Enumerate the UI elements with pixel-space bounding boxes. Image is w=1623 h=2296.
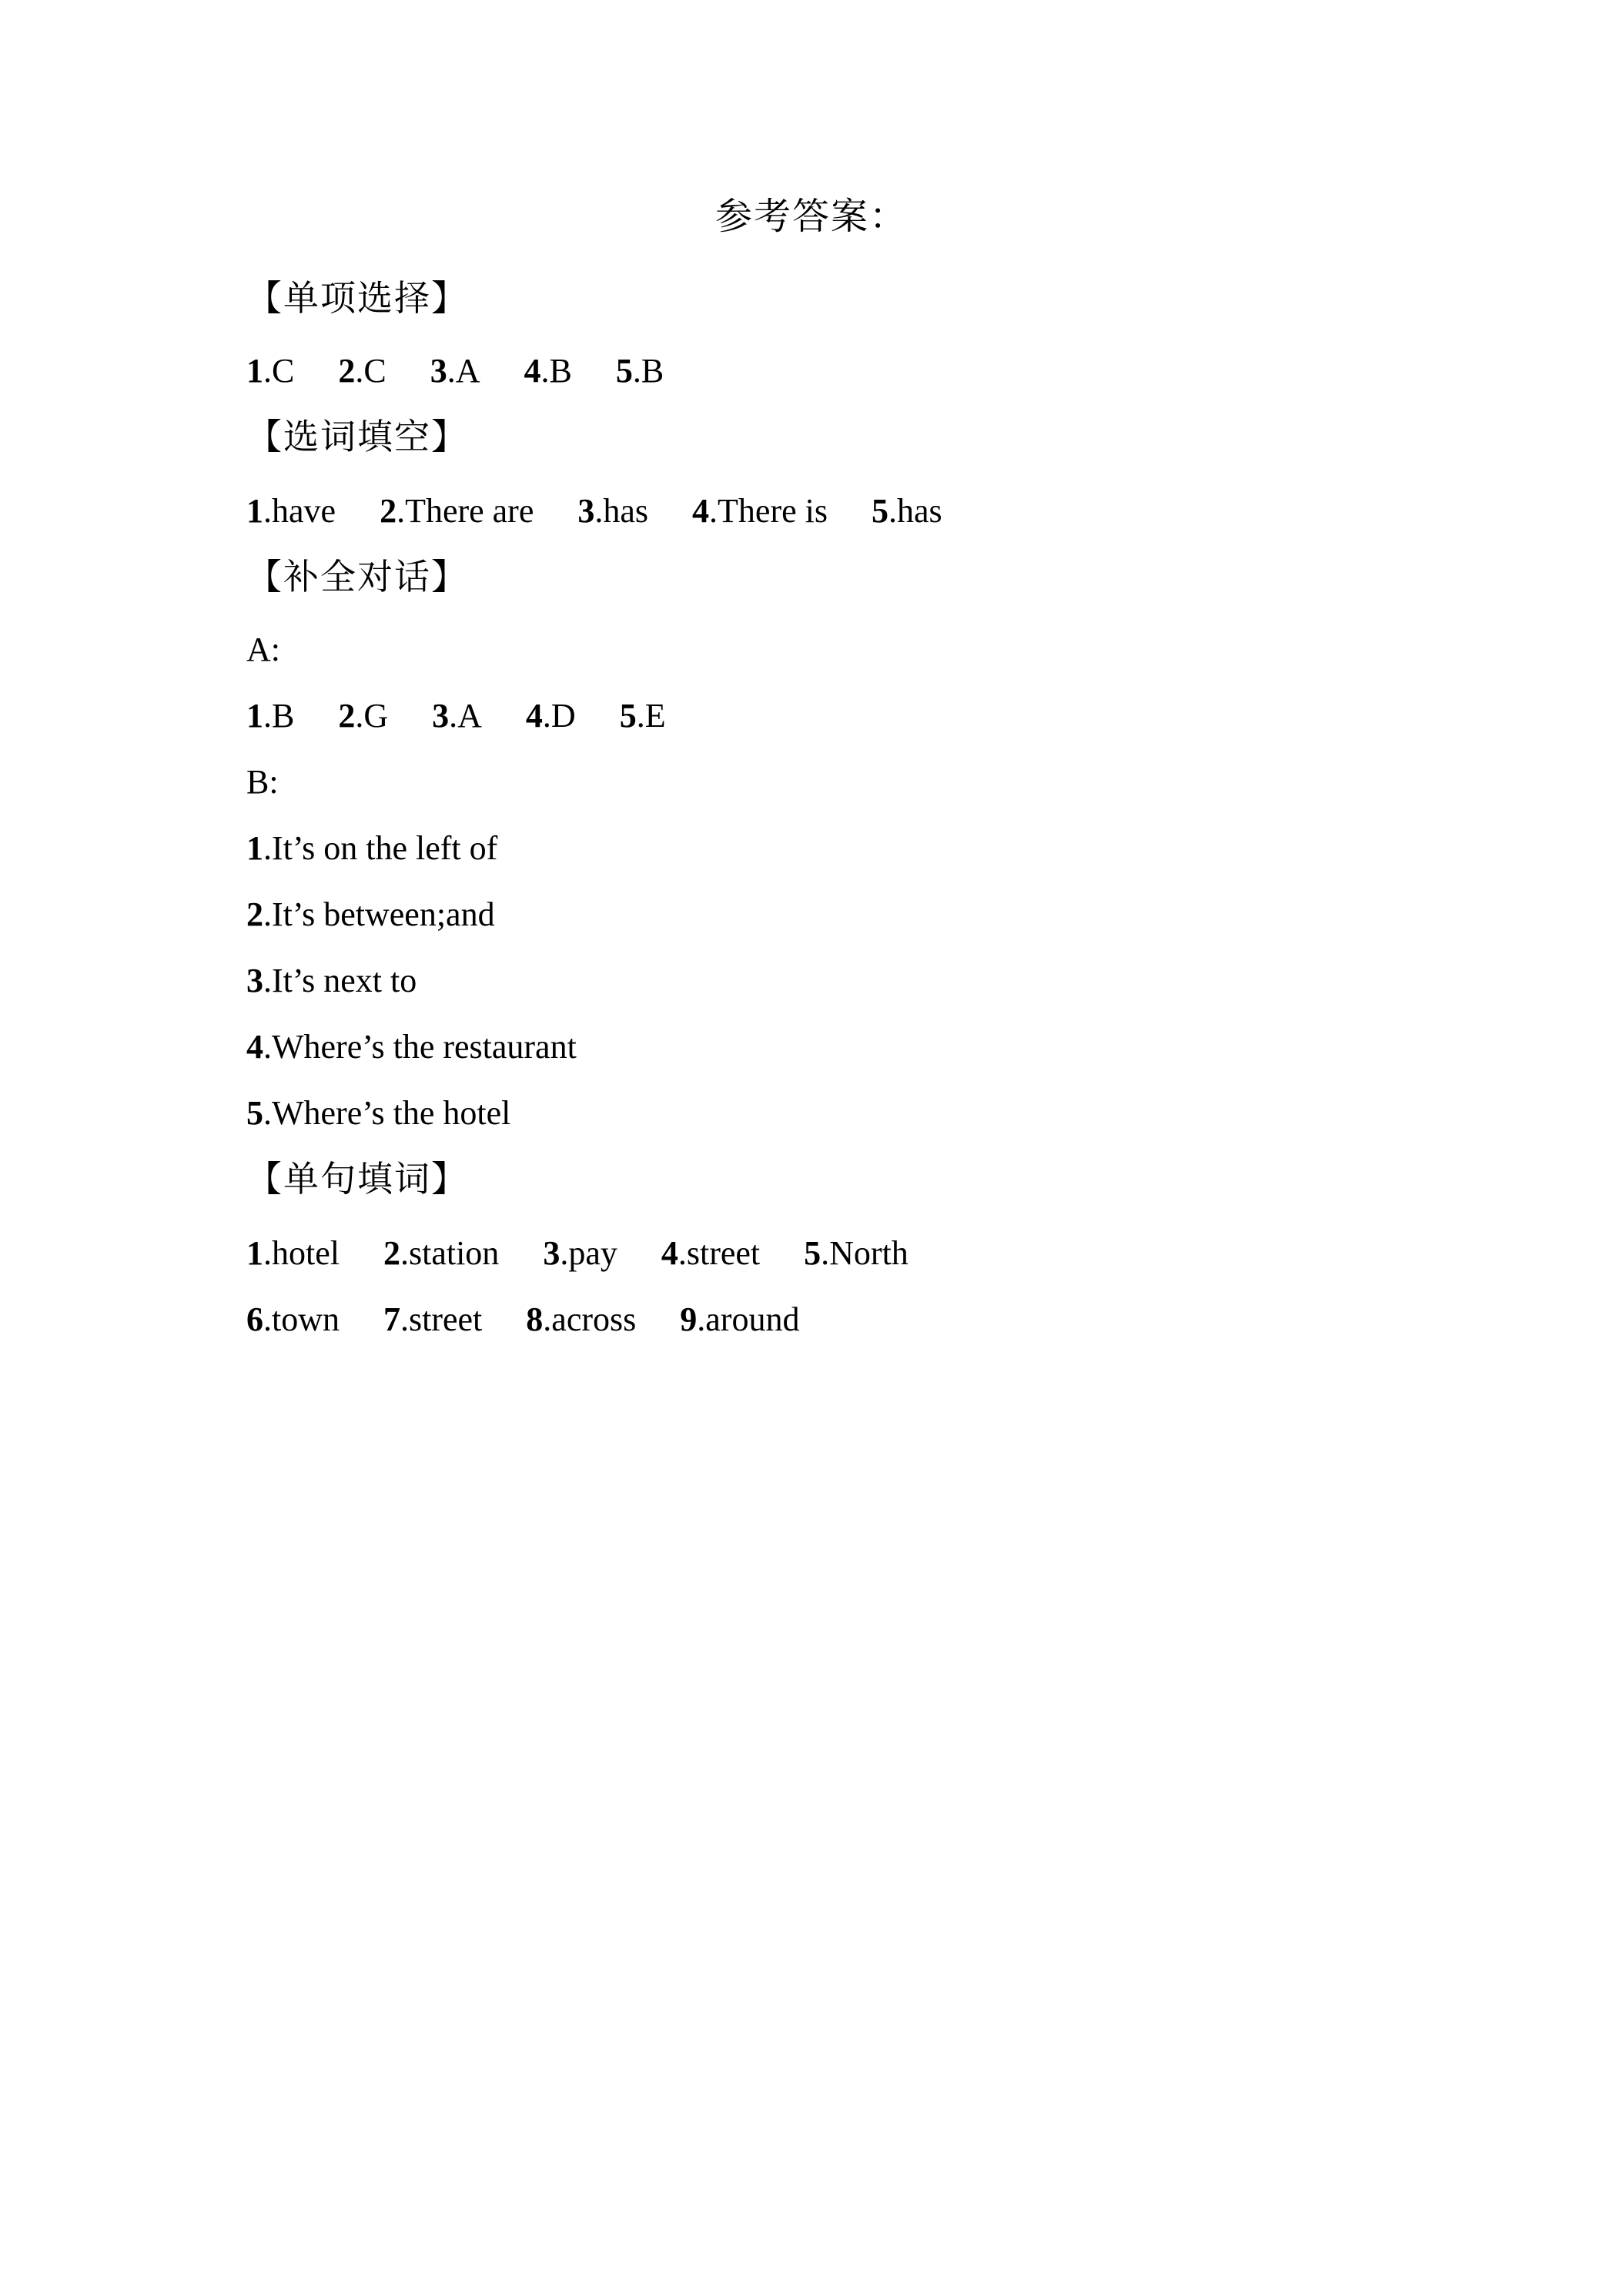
answer-row: [246, 694, 666, 738]
answer-line: 1.It’s on the left of: [246, 829, 498, 867]
answer-item: 6.town: [246, 1300, 340, 1338]
answer-item: 3.pay: [543, 1234, 617, 1272]
answer-row: [246, 1232, 909, 1275]
answer-item: 2.G: [338, 697, 389, 735]
answer-item: 2.There are: [380, 492, 534, 530]
answer-item: 3.A: [432, 697, 482, 735]
answer-row: [246, 1298, 799, 1341]
answer-item: 3.A: [430, 352, 480, 390]
part-b-label: B:: [246, 763, 279, 801]
answer-row: [246, 350, 664, 393]
answer-item: 1.hotel: [246, 1234, 340, 1272]
answer-item: 1.C: [246, 352, 295, 390]
section-heading-single-choice: 【单项选择】: [246, 279, 468, 318]
answer-item: 5.B: [615, 352, 664, 390]
answer-item: 8.across: [526, 1300, 637, 1338]
page-title: 参考答案：: [714, 196, 908, 237]
answer-line: 3.It’s next to: [246, 962, 417, 999]
answer-item: 4.B: [524, 352, 572, 390]
answer-item: 2.station: [383, 1234, 500, 1272]
part-a-label: A:: [246, 631, 280, 668]
answer-item: 4.D: [525, 697, 576, 735]
answer-line: 4.Where’s the restaurant: [246, 1028, 577, 1066]
answer-item: 9.around: [680, 1300, 800, 1338]
answer-item: 1.have: [246, 492, 336, 530]
answer-item: 1.B: [246, 697, 295, 735]
section-heading-dialogue: 【补全对话】: [246, 557, 468, 597]
section-heading-sentence-fill: 【单句填词】: [246, 1160, 468, 1199]
answer-line: 5.Where’s the hotel: [246, 1094, 511, 1132]
answer-item: 3.has: [577, 492, 649, 530]
answer-item: 7.street: [383, 1300, 483, 1338]
answer-item: 5.has: [871, 492, 942, 530]
answer-line: 2.It’s between;and: [246, 895, 495, 933]
answer-item: 2.C: [338, 352, 387, 390]
answer-item: 4.street: [661, 1234, 761, 1272]
section-heading-word-fill: 【选词填空】: [246, 417, 468, 457]
answer-item: 5.North: [804, 1234, 909, 1272]
answer-item: 4.There is: [692, 492, 828, 530]
answer-item: 5.E: [619, 697, 666, 735]
answer-row: [246, 490, 942, 533]
